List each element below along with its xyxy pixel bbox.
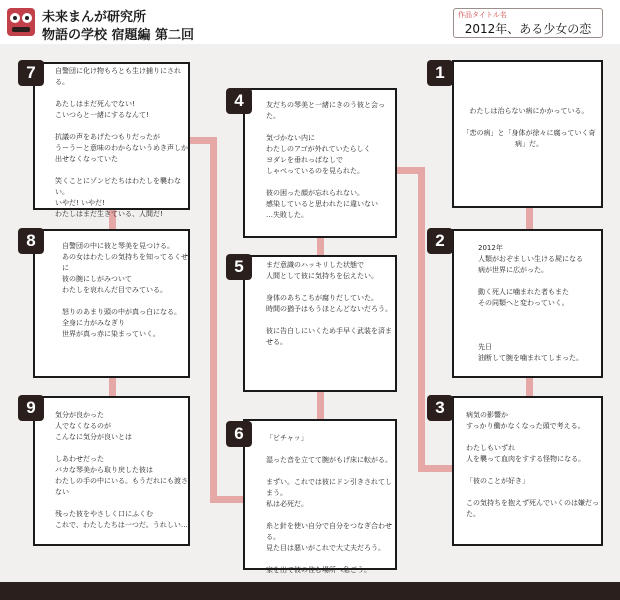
connector bbox=[109, 376, 116, 398]
panel-number-badge: 6 bbox=[226, 421, 252, 447]
connector bbox=[396, 167, 425, 174]
panel-number-badge: 2 bbox=[427, 228, 453, 254]
panel-2-text: 2012年 人類がおぞましい生ける屍になる 病が世界に広がった。 動く死人に噛まれた者もまた その同類へと変わっていく。 先日 油断して腕を噛まれてしまった。 bbox=[478, 244, 583, 362]
work-title-value: 2012年、ある少女の恋 bbox=[464, 22, 592, 36]
panel-9-text: 気分が良かった 人でなくなるのが こんなに気分が良いとは しあわせだった バカな琴美から取り戻した彼は わたしの手の中にいる。もうだれにも渡さない 残った彼をやさしく口にふくむ これで、わたしたちは一つだ。うれしい… bbox=[55, 411, 188, 529]
header-title: 未来まんが研究所 bbox=[42, 10, 147, 25]
panel-number-badge: 5 bbox=[226, 254, 252, 280]
work-title-box bbox=[453, 8, 603, 38]
panel-number-badge: 9 bbox=[18, 395, 44, 421]
panel-number-badge: 7 bbox=[18, 60, 44, 86]
panel-4-text: 友だちの琴美と一緒にきのう彼と会った。 気づかない内に わたしのアゴが外れていたらしく ヨダレを垂れっぱなしで しゃべっているのを見られた。 彼の困った顔が忘れられない。 感染していると思われたに違いない …失敗した。 bbox=[266, 101, 385, 219]
footer-bar bbox=[0, 582, 620, 600]
connector bbox=[526, 376, 533, 398]
connector bbox=[188, 137, 217, 144]
panel-1-text: わたしは治らない病にかかっている。 「恋の病」と「身体が徐々に腐っていく奇病」だ。 bbox=[462, 107, 596, 148]
panel-7-text: 自警団に化け物もろとも生け捕りにされる。 あたしはまだ死んでない! こいつらと一緒にするなんて! 抗議の声をあげたつもりだったが うーうーと意味のわからないうめき声しか 出せなくなっていた 笑くことにゾンビたちはわたしを襲わない。 いやだ! いやだ! わたしはまだ生きている、人間だ! bbox=[55, 67, 188, 218]
connector bbox=[526, 205, 533, 231]
connector bbox=[210, 137, 217, 503]
panel-number-badge: 3 bbox=[427, 395, 453, 421]
panel-5-text: まだ意識のハッキリした状態で 人間として彼に気持ちを伝えたい。 身体のあちこちが腐りだしていた。 時間の猶予はもうほとんどないだろう。 彼に告白しにいくため手早く武装を済ませる。 bbox=[266, 261, 392, 346]
panel-8-text: 自警団の中に彼と琴美を見つける。 あの女はわたしの気持ちを知ってるくせに 彼の腕にしがみついて わたしを哀れんだ目でみている。 怒りのあまり頭の中が真っ白になる。 全身に力がみなぎり 世界が真っ赤に染まっていく。 bbox=[62, 242, 188, 338]
header-subtitle: 物語の学校 宿題編 第二回 bbox=[42, 28, 195, 43]
connector bbox=[317, 236, 324, 256]
panel-number-badge: 4 bbox=[226, 88, 252, 114]
connector bbox=[317, 390, 324, 420]
work-title-label: 作品タイトル名 bbox=[458, 11, 507, 19]
panel-number-badge: 8 bbox=[18, 228, 44, 254]
logo-icon bbox=[4, 4, 38, 40]
panel-6-text: 「ビチャッ」 湿った音を立てて腕がもげ床に転がる。 まずい。これでは彼にドン引きされてしまう。 私は必死だ。 糸と針を使い自分で自分をつなぎ合わせる。 見た目は悪いがこれで大丈夫だろう。 家を出て彼の住む場所へ急ごう。 bbox=[266, 434, 392, 574]
panel-3-text: 病気の影響か すっかり働かなくなった頭で考える。 わたしもいずれ 人を襲って血肉をすする怪物になる。 「彼のことが好き」 この気持ちを抱えず死んでいくのは嫌だった。 bbox=[466, 411, 599, 518]
panel-number-badge: 1 bbox=[427, 60, 453, 86]
connector bbox=[418, 167, 425, 472]
